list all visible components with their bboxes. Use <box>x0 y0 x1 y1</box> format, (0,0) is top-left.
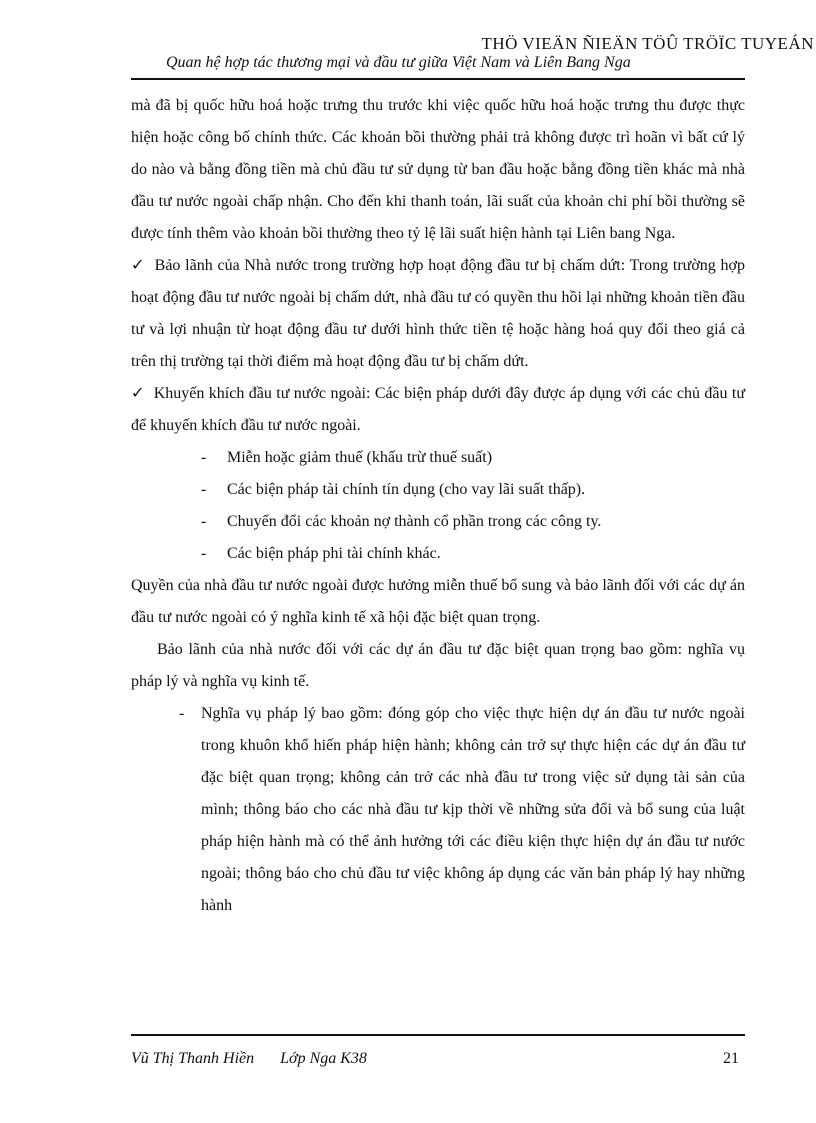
footer-class: Lớp Nga K38 <box>280 1050 367 1067</box>
header-divider <box>131 78 745 80</box>
paragraph-compensation: mà đã bị quốc hữu hoá hoặc trưng thu trước khi việc quốc hữu hoá hoặc trưng thu được thực hiện hoặc công bố chính thức. Các khoản bồi thường phải trả không được trì hoãn vì bất cứ lý do nào và bằng đồng tiền mà chủ đầu tư sử dụng từ ban đầu hoặc bằng đồng tiền khác mà nhà đầu tư nước ngoài chấp nhận. Cho đến khi thanh toán, lãi suất của khoản chi phí bồi thường sẽ được tính thêm vào khoản bồi thường theo tỷ lệ lãi suất hiện hành tại Liên bang Nga. <box>131 97 745 242</box>
legal-obligation-text: Nghĩa vụ pháp lý bao gồm: đóng góp cho việc thực hiện dự án đầu tư nước ngoài trong khuôn khổ hiến pháp hiện hành; không cản trở sự thực hiện các dự án đầu tư đặc biệt quan trọng; không cản trở các nhà đầu tư trong việc sử dụng tài sản của mình; thông báo cho các nhà đầu tư kịp thời về những sửa đổi và bổ sung của luật pháp hiện hành mà có thể ảnh hưởng tới các điều kiện thực hiện dự án đầu tư nước ngoài; thông báo cho chủ đầu tư việc không áp dụng các văn bản pháp lý hay những hành <box>201 705 745 914</box>
list-item: - Các biện pháp tài chính tín dụng (cho vay lãi suất thấp). <box>201 474 745 506</box>
legal-obligation-item <box>131 698 745 922</box>
page-number: 21 <box>723 1050 739 1067</box>
measures-list <box>131 442 745 570</box>
paragraph-investor-rights: Quyền của nhà đầu tư nước ngoài được hưởng miễn thuế bổ sung và bảo lãnh đối với các dự án đầu tư nước ngoài có ý nghĩa kinh tế xã hội đặc biệt quan trọng. <box>131 577 745 626</box>
page-footer <box>131 1050 739 1068</box>
list-item: - Miễn hoặc giảm thuế (khấu trừ thuế suất) <box>201 442 745 474</box>
list-item: - Các biện pháp phi tài chính khác. <box>201 538 745 570</box>
watermark-text: THÖ VIEÄN ÑIEÄN TÖÛ TRÖÏC TUYEÁN <box>481 34 814 53</box>
footer-divider <box>131 1034 745 1036</box>
page-header-title: Quan hệ hợp tác thương mại và đầu tư giữa Việt Nam và Liên Bang Nga <box>166 54 631 71</box>
paragraph-state-guarantee: ✓ Bảo lãnh của Nhà nước trong trường hợp hoạt động đầu tư bị chấm dứt: Trong trường hợp hoạt động đầu tư nước ngoài bị chấm dứt, nhà đầu tư có quyền thu hồi lại những khoản tiền đầu tư và lợi nhuận từ hoạt động đầu tư dưới hình thức tiền tệ hoặc hàng hoá quy đổi theo giá cả trên thị trường tại thời điểm mà hoạt động đầu tư bị chấm dứt. <box>131 250 745 378</box>
paragraph-encouragement: ✓ Khuyến khích đầu tư nước ngoài: Các biện pháp dưới đây được áp dụng với các chủ đầu tư để khuyến khích đầu tư nước ngoài. <box>131 378 745 442</box>
paragraph-project-guarantee: Bảo lãnh của nhà nước đối với các dự án đầu tư đặc biệt quan trọng bao gồm: nghĩa vụ pháp lý và nghĩa vụ kinh tế. <box>131 641 745 690</box>
page-body <box>131 90 745 922</box>
dash-marker: - <box>179 705 185 722</box>
list-item: - Chuyển đổi các khoản nợ thành cổ phần trong các công ty. <box>201 506 745 538</box>
footer-author: Vũ Thị Thanh Hiền <box>131 1050 255 1067</box>
